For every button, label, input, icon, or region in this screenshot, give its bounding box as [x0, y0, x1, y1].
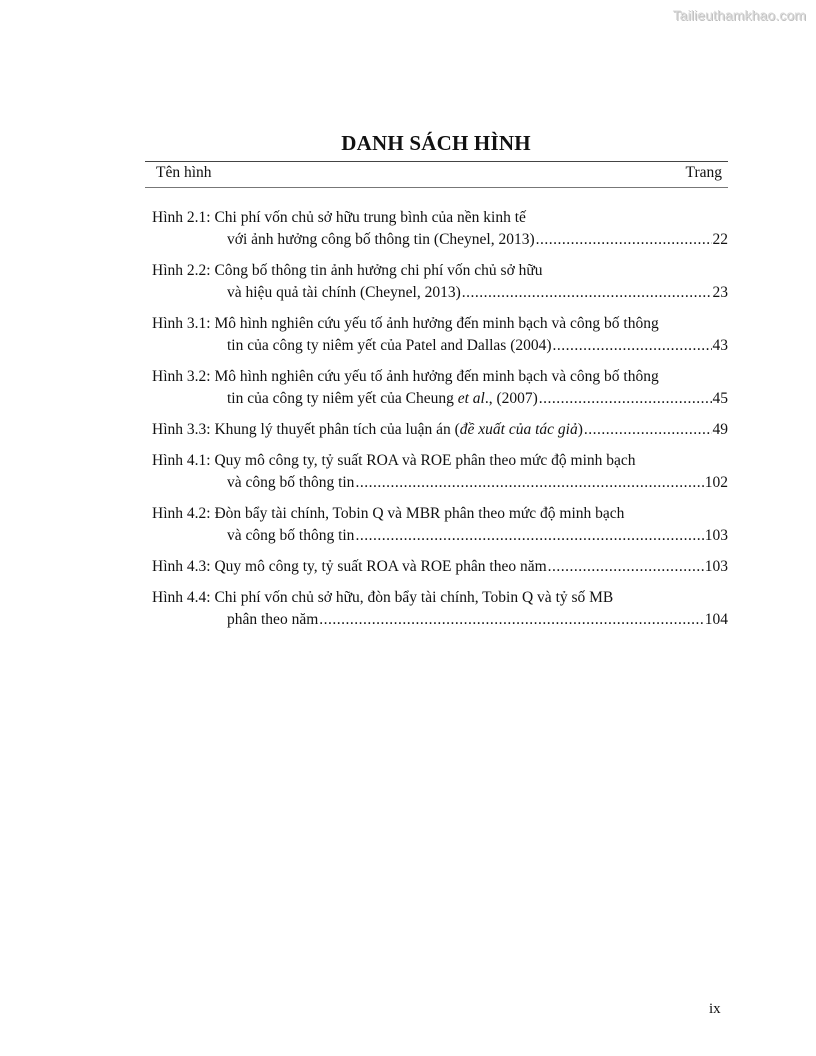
dot-leader [462, 282, 712, 304]
list-item[interactable]: Hình 4.1: Quy mô công ty, tỷ suất ROA và ROE phân theo mức độ minh bạch và công bố thông tin ..... 102 [152, 450, 728, 494]
page-ref: 49 [712, 421, 728, 438]
page-ref: 23 [712, 284, 728, 301]
list-item[interactable]: Hình 4.4: Chi phí vốn chủ sở hữu, đòn bẩy tài chính, Tobin Q và tỷ số MB phân theo năm ..... 104 [152, 587, 728, 631]
list-item[interactable]: Hình 4.3: Quy mô công ty, tỷ suất ROA và ROE phân theo năm ..... 103 [152, 556, 728, 578]
table-header [145, 161, 728, 188]
figure-list [152, 207, 728, 640]
list-item[interactable]: Hình 4.2: Đòn bẩy tài chính, Tobin Q và MBR phân theo mức độ minh bạch và công bố thông tin ..... 103 [152, 503, 728, 547]
list-item[interactable]: Hình 2.2: Công bố thông tin ảnh hưởng chi phí vốn chủ sở hữu và hiệu quả tài chính (Cheynel, 2013) ..... 23 [152, 260, 728, 304]
dot-leader [536, 229, 712, 251]
dot-leader [539, 388, 712, 410]
page-ref: 22 [712, 231, 728, 248]
list-item[interactable]: Hình 3.1: Mô hình nghiên cứu yếu tố ảnh hưởng đến minh bạch và công bố thông tin của công ty niêm yết của Patel and Dallas (2004) ..... 43 [152, 313, 728, 357]
watermark: Tailieuthamkhao.com [672, 7, 806, 23]
page-ref: 103 [704, 527, 728, 544]
list-item[interactable]: Hình 3.2: Mô hình nghiên cứu yếu tố ảnh hưởng đến minh bạch và công bố thông tin của công ty niêm yết của Cheung et al., (2007) ..... 45 [152, 366, 728, 410]
column-header-page: Trang [685, 164, 722, 181]
dot-leader [548, 556, 704, 578]
dot-leader [355, 472, 703, 494]
page-ref: 102 [704, 474, 728, 491]
page-ref: 43 [712, 337, 728, 354]
dot-leader [584, 419, 712, 441]
page-number: ix [709, 1001, 721, 1017]
dot-leader [553, 335, 712, 357]
dot-leader [319, 609, 703, 631]
page-ref: 104 [704, 611, 728, 628]
list-item[interactable]: Hình 2.1: Chi phí vốn chủ sở hữu trung bình của nền kinh tế với ảnh hưởng công bố thông tin (Cheynel, 2013) ..... 22 [152, 207, 728, 251]
dot-leader [355, 525, 703, 547]
page-ref: 103 [704, 558, 728, 575]
column-header-figure-name: Tên hình [156, 164, 212, 181]
page-ref: 45 [712, 390, 728, 407]
page-title: DANH SÁCH HÌNH [341, 131, 531, 155]
list-item[interactable]: Hình 3.3: Khung lý thuyết phân tích của luận án (đề xuất của tác giả) ..... 49 [152, 419, 728, 441]
